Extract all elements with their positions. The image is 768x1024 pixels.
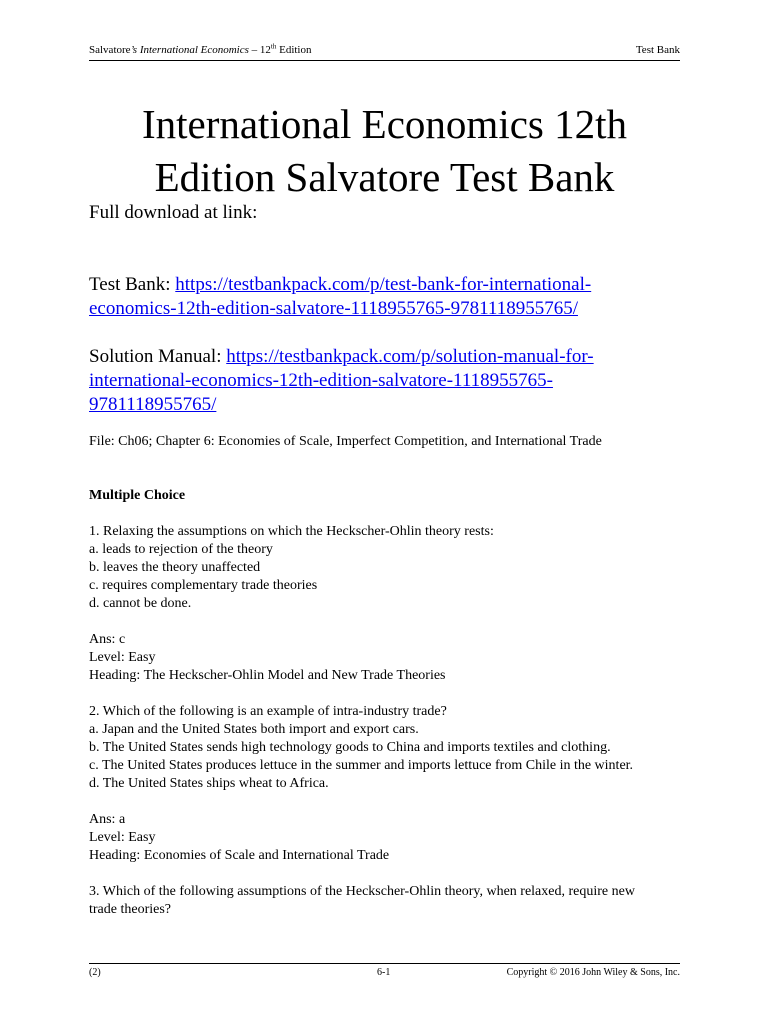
header-test-bank: Test Bank: [635, 44, 680, 56]
footer-left: (2): [89, 967, 101, 978]
answer: Ans: a: [89, 812, 126, 827]
level: Level: Easy: [89, 830, 156, 845]
document-title: International Economics 12th Edition Salvatore Test Bank: [141, 101, 628, 200]
question-stem: 2. Which of the following is an example of intra-industry trade?: [89, 704, 447, 719]
test-bank-link[interactable]: https://testbankpack.com/p/test-bank-for-international- economics-12th-edition-salvatore-1118955765-9781118955765/: [89, 274, 592, 319]
question-stem-cont: trade theories?: [89, 902, 172, 917]
question-option: a. leads to rejection of the theory: [89, 542, 273, 557]
question-option: c. The United States produces lettuce in the summer and imports lettuce from Chile in the winter.: [89, 758, 634, 773]
question-stem: 1. Relaxing the assumptions on which the Heckscher-Ohlin theory rests:: [89, 524, 494, 539]
test-bank-label: Test Bank:: [89, 274, 176, 295]
question-stem: 3. Which of the following assumptions of the Heckscher-Ohlin theory, when relaxed, require new: [89, 884, 635, 899]
page-footer: [89, 963, 680, 979]
topic-heading: Heading: The Heckscher-Ohlin Model and New Trade Theories: [89, 668, 446, 683]
question-option: d. cannot be done.: [89, 596, 192, 611]
test-bank-block: [89, 273, 689, 321]
section-heading: Multiple Choice: [89, 488, 186, 503]
level: Level: Easy: [89, 650, 156, 665]
running-header: [89, 43, 680, 61]
document-body: [89, 433, 689, 919]
solution-manual-block: [89, 345, 689, 417]
solution-manual-label: Solution Manual:: [89, 346, 227, 367]
copyright: Copyright © 2016 John Wiley & Sons, Inc.: [506, 967, 680, 978]
answer: Ans: c: [89, 632, 126, 647]
page-number: 6-1: [377, 967, 391, 978]
solution-manual-link[interactable]: https://testbankpack.com/p/solution-manual-for- international-economics-12th-edition-salvatore-1118955765- 9781118955765/: [89, 346, 594, 415]
question-option: b. The United States sends high technology goods to China and imports textiles and clothing.: [89, 740, 611, 755]
file-line: File: Ch06; Chapter 6: Economies of Scale, Imperfect Competition, and International Trade: [89, 434, 602, 449]
question-option: b. leaves the theory unaffected: [89, 560, 261, 575]
header-book-title: Salvatore’s International Economics – 12th Edition: [89, 42, 312, 56]
question-option: a. Japan and the United States both import and export cars.: [89, 722, 419, 737]
full-download-text: Full download at link:: [89, 202, 258, 223]
topic-heading: Heading: Economies of Scale and International Trade: [89, 848, 390, 863]
question-option: c. requires complementary trade theories: [89, 578, 318, 593]
question-option: d. The United States ships wheat to Africa.: [89, 776, 329, 791]
